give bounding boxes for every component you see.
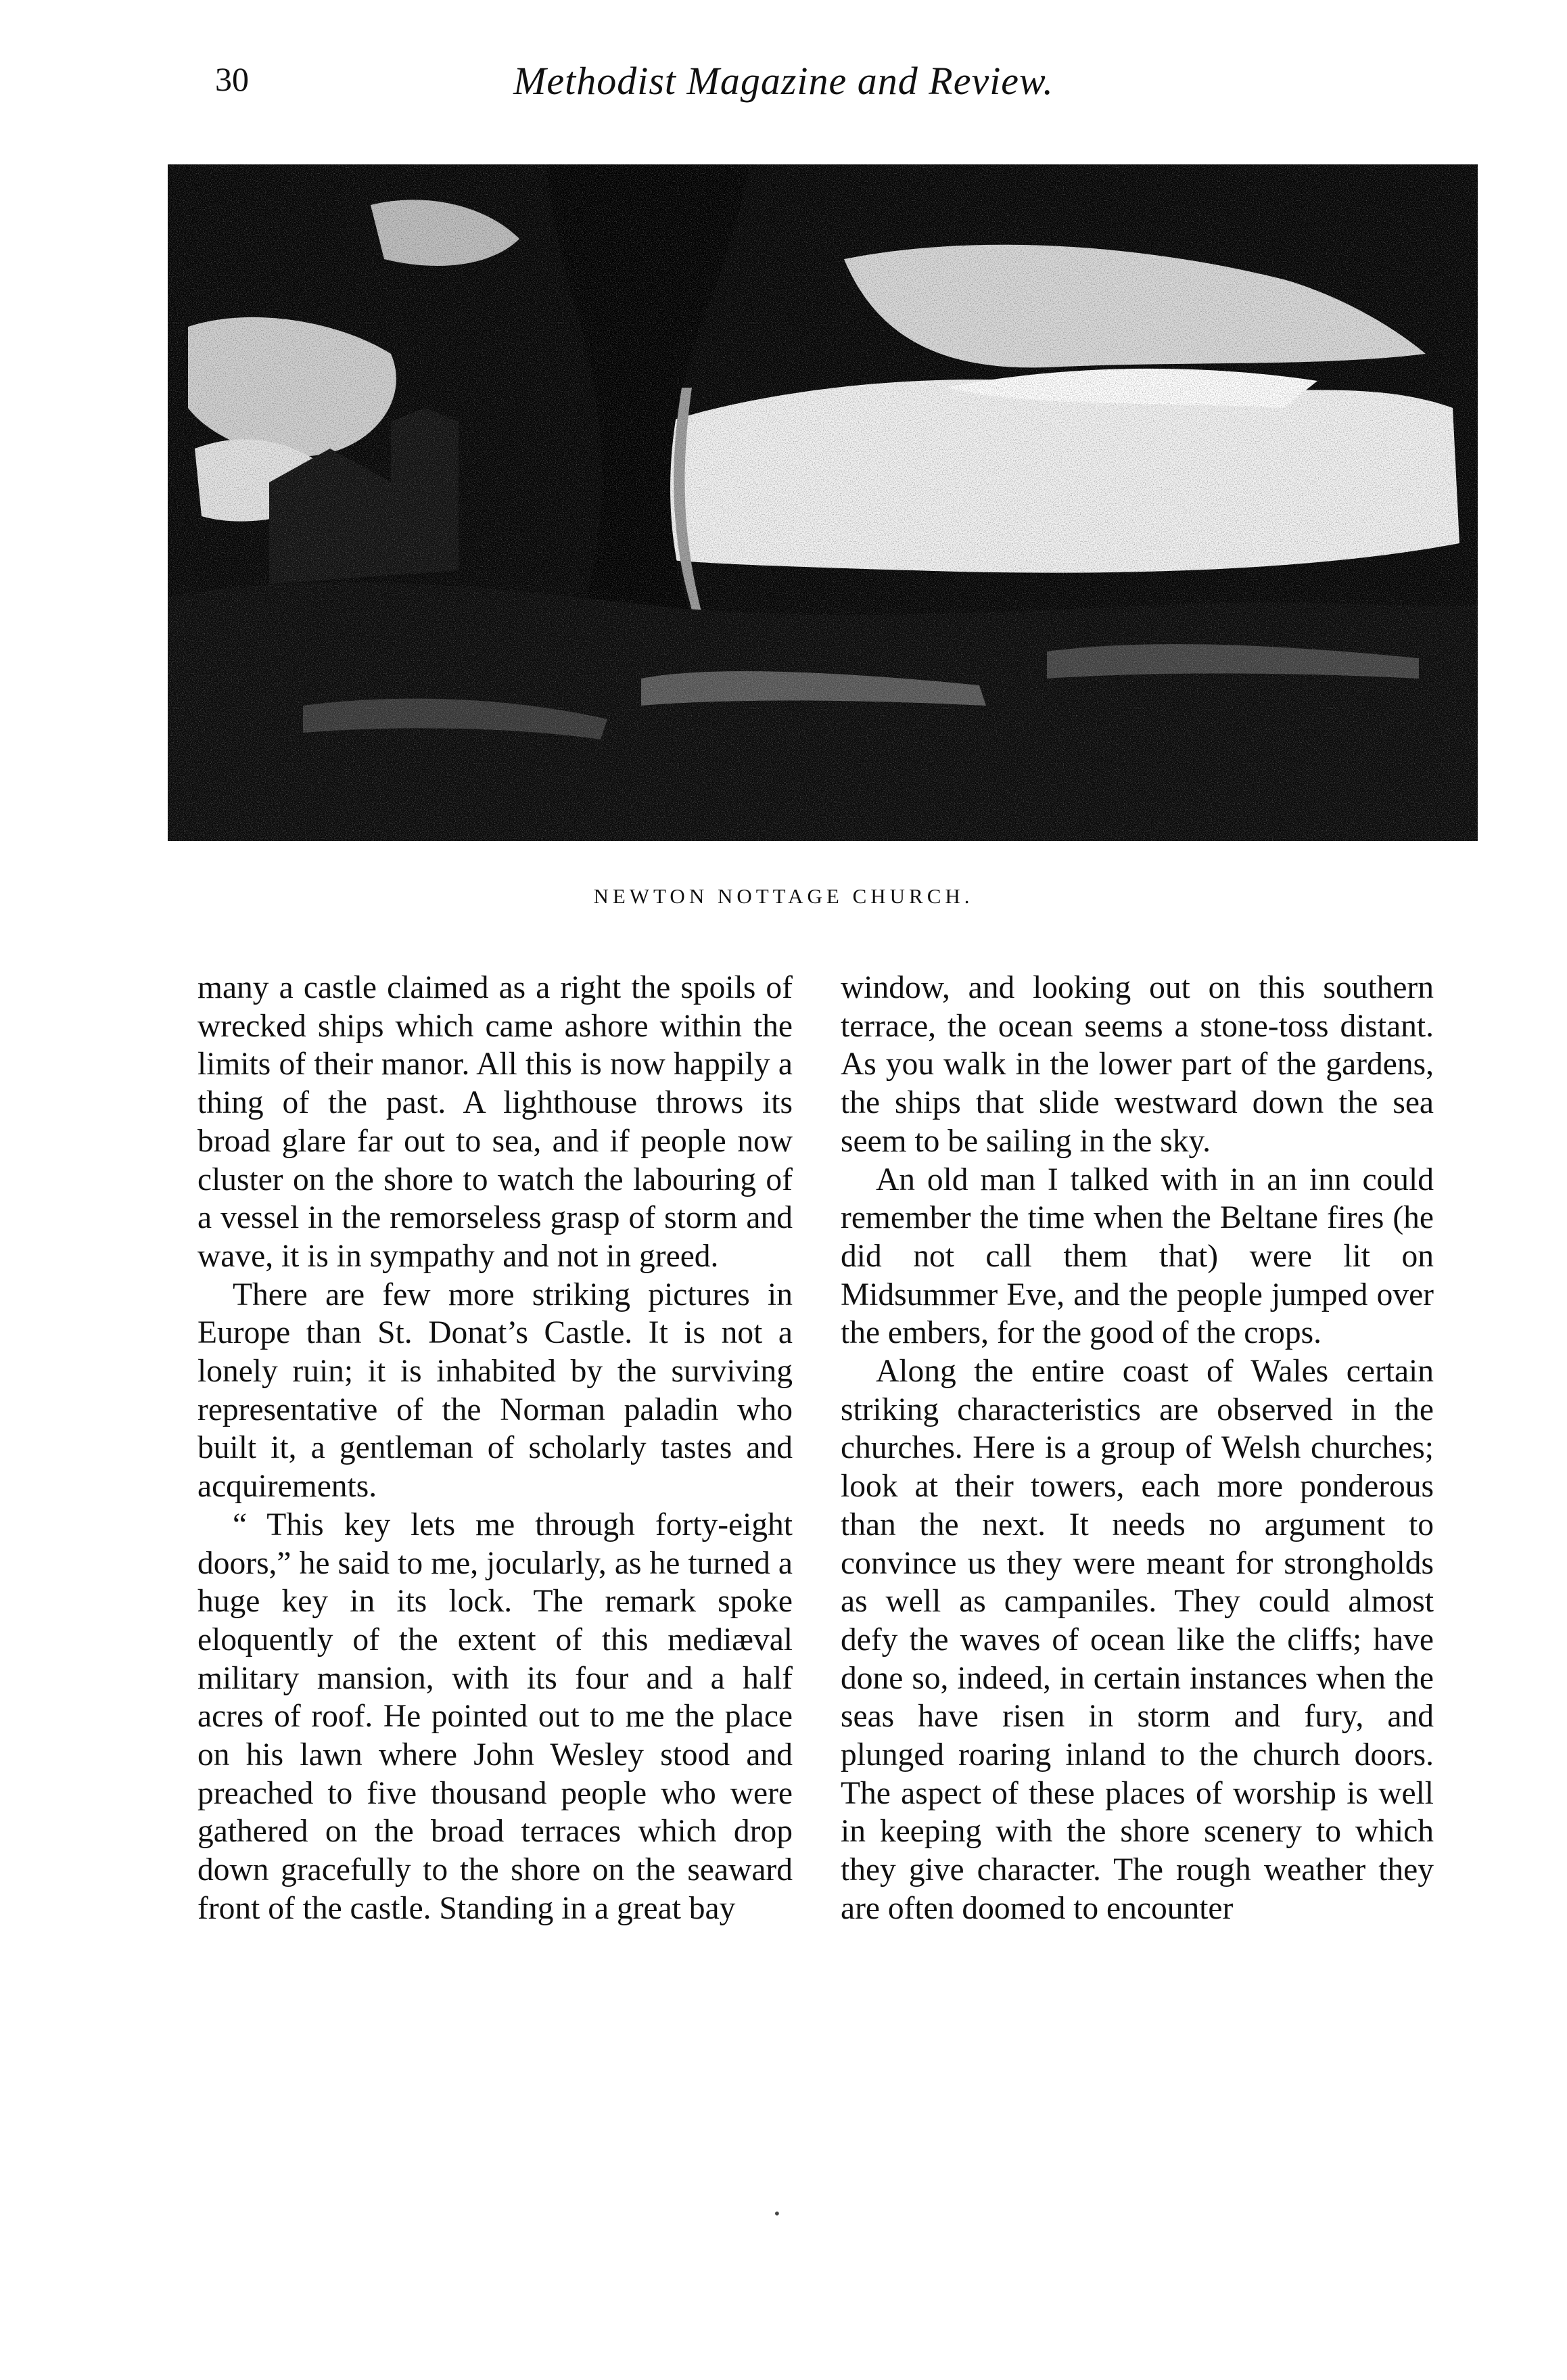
engraving-illustration [168,164,1478,841]
left-column [197,969,793,1928]
engraving-image [168,164,1478,841]
running-head [0,53,1567,114]
left-paragraph-3: “ This key lets me through forty-eight doors,” he said to me, jocularly, as he turned a huge key in its lock. The remark spoke eloquently of the extent of this mediæval military mansion, with its four and a half acres of roof. He pointed out to me the place on his lawn where John Wesley stood and preached to five thousand people who were gathered on the broad terraces which drop down gracefully to the shore on the seaward front of the castle. Standing in a great bay [197,1507,793,1926]
right-paragraph-1: window, and looking out on this southern terrace, the ocean seems a stone-toss distant. As you walk in the lower part of the gardens, the ships that slide westward down the sea seem to be sailing in the sky. [841,970,1434,1159]
left-paragraph-1: many a castle claimed as a right the spoils of wrecked ships which came ashore within the limits of their manor. All this is now happily a thing of the past. A lighthouse throws its broad glare far out to sea, and if people now cluster on the shore to watch the labouring of a vessel in the remorseless grasp of storm and wave, it is in sympathy and not in greed. [197,970,793,1274]
right-paragraph-3: Along the entire coast of Wales certain striking characteristics are observed in the churches. Here is a group of Welsh churches; look at their towers, each more ponderous than the next. It needs no argument to convince us they were meant for strongholds as well as campaniles. They could almost defy the waves of ocean like the cliffs; have done so, indeed, in certain instances when the seas have risen in storm and fury, and plunged roaring inland to the church doors. The aspect of these places of worship is well in keeping with the shore scenery to which they give character. The rough weather they are often doomed to encounter [841,1354,1434,1926]
left-paragraph-2: There are few more striking pictures in Europe than St. Donat’s Castle. It is not a lonely ruin; it is inhabited by the surviving representative of the Norman paladin who built it, a gentleman of scholarly tastes and acquirements. [197,1277,793,1505]
journal-title: Methodist Magazine and Review. [513,59,1054,103]
page-number: 30 [215,60,249,98]
right-paragraph-2: An old man I talked with in an inn could remember the time when the Beltane fires (he did not call them that) were lit on Midsummer Eve, and the people jumped over the embers, for the good of the crops. [841,1162,1434,1351]
figure-caption: NEWTON NOTTAGE CHURCH. [593,884,974,908]
print-speck: • [773,2205,781,2222]
right-column [841,969,1434,1928]
